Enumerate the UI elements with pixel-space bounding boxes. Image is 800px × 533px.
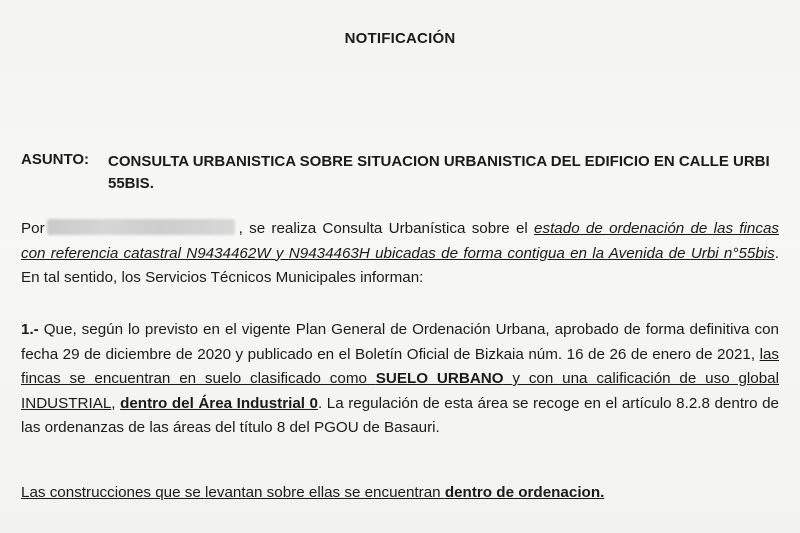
regulacion-text: . La regulación de esta área se recoge en el artículo 8.2.8 dentro de las ordenanzas de las áreas del título 8 del PGOU de Basauri. (21, 394, 779, 436)
calificacion-text: y con una calificación de uso global INDUSTRIAL (21, 370, 779, 412)
informan-text: . En tal sentido, los Servicios Técnicos Municipales informan: (21, 244, 779, 286)
point-number: 1.- (21, 321, 39, 338)
suelo-urbano-text: SUELO URBANO (375, 370, 504, 387)
por-text: Por (21, 220, 45, 237)
asunto-text: CONSULTA URBANISTICA SOBRE SITUACION URBANISTICA DEL EDIFICIO EN CALLE URBI 55BIS. (108, 153, 770, 192)
paragraph-point-1 (21, 318, 779, 441)
plan-general-text: Que, según lo previsto en el vigente Plan General de Ordenación Urbana, aprobado de forma definitiva con fecha 29 de diciembre de 2020 y publicado en el Boletín Oficial de Bizkaia núm. 16 de 26 de enero de 2021, (21, 321, 779, 363)
comma-text: , (111, 394, 121, 412)
construcciones-text: Las construcciones que se levantan sobre ellas se encuentran (21, 484, 445, 501)
asunto-label: ASUNTO: (21, 151, 90, 168)
redacted-name (47, 219, 235, 235)
estado-ordenacion-text: estado de ordenación de las fincas con referencia catastral N9434462W y N9434463H ubicadas de forma contigua en la Avenida de Urbi n°55bis (21, 220, 779, 262)
area-industrial-text: dentro del Área Industrial 0 (120, 394, 318, 412)
paragraph-construcciones (21, 481, 779, 506)
paragraph-consulta (21, 217, 779, 291)
consulta-text: , se realiza Consulta Urbanística sobre el (238, 220, 535, 237)
document-title: NOTIFICACIÓN (344, 30, 456, 47)
suelo-text: las fincas se encuentran en suelo clasificado como (21, 345, 779, 387)
dentro-ordenacion-text: dentro de ordenacion. (444, 484, 605, 501)
